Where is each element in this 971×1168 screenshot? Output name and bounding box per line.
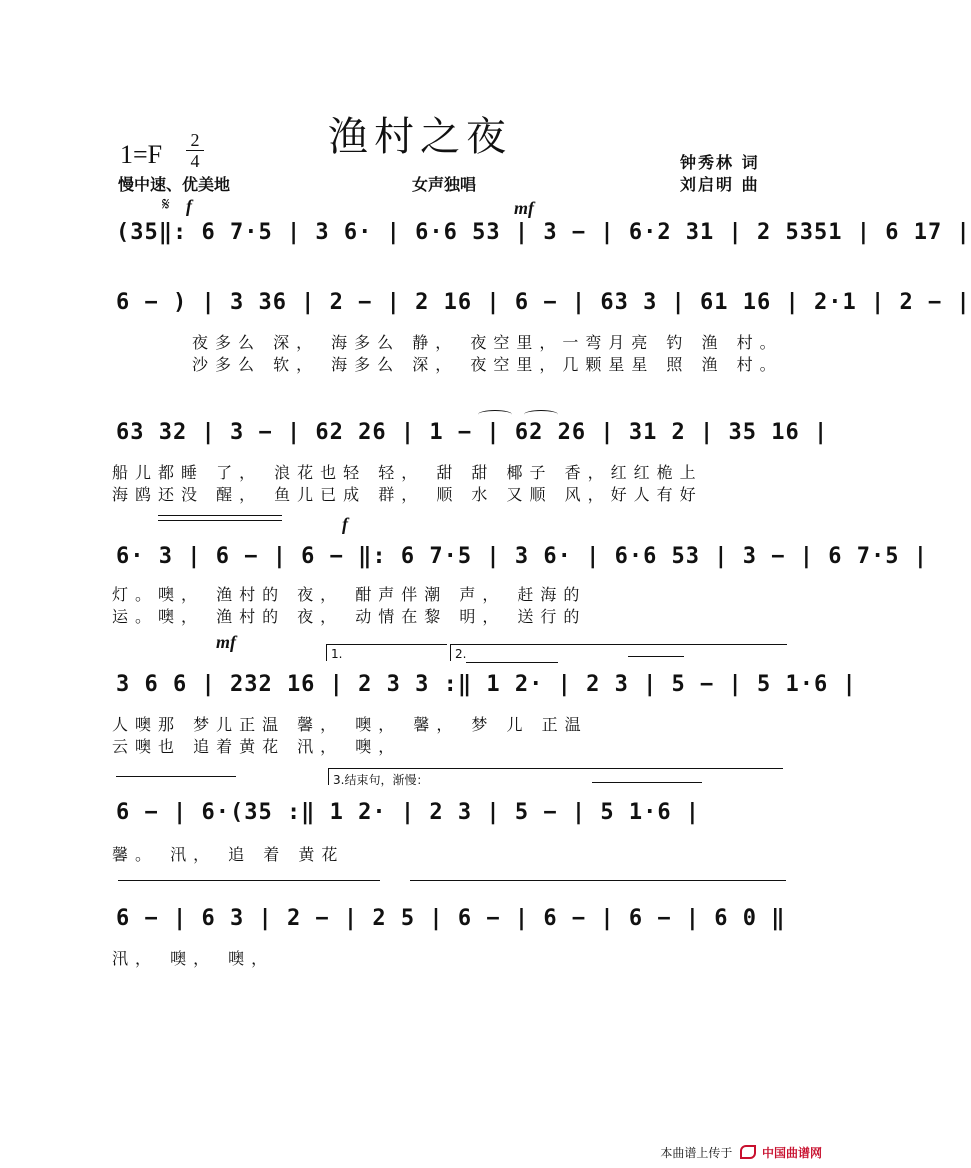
page-title: 渔村之夜 xyxy=(328,114,512,160)
tie-6b xyxy=(592,782,702,787)
tie-5a xyxy=(466,662,558,667)
score-line-3: 63 32 | 3 − | 62 26 | 1 − | 62 26 | 31 2 | 35 16 | xyxy=(116,420,829,445)
dynamic-f-1: f xyxy=(186,196,192,216)
lyric-line-3a: 船儿都睡 了， 浪花也轻 轻， 甜 甜 椰子 香，红红桅上 xyxy=(112,463,703,482)
volta-1: 1. xyxy=(326,644,447,661)
lyric-line-7: 汛， 噢， 噢， xyxy=(112,949,275,968)
slur-3a xyxy=(478,410,512,419)
dynamic-mf-1: mf xyxy=(514,198,534,218)
slur-3b xyxy=(524,410,558,419)
tempo-marking: 慢中速、优美地 xyxy=(118,175,231,194)
score-line-7: 6 − | 6 3 | 2 − | 2 5 | 6 − | 6 − | 6 − | 6 0 ‖ xyxy=(116,906,786,931)
lyric-line-6: 馨。 汛， 追 着 黄花 xyxy=(112,845,345,864)
footer-brand[interactable]: 中国曲谱网 xyxy=(761,1146,822,1160)
tie-6a xyxy=(116,776,236,781)
score-line-5: 3 6 6 | 232 16 | 2 3 3 :‖ 1 2· | 2 3 | 5 − | 5 1·6 | xyxy=(116,672,857,697)
lyric-line-4a: 灯。噢， 渔村的 夜， 酣声伴潮 声， 赶海的 xyxy=(112,585,587,604)
lyric-line-5a: 人噢那 梦儿正温 馨， 噢， 馨， 梦 儿 正温 xyxy=(112,715,588,734)
lyric-line-2a: 夜多么 深， 海多么 静， 夜空里，一弯月亮 钓 渔 村。 xyxy=(192,333,783,352)
score-line-6: 6 − | 6·(35 :‖ 1 2· | 2 3 | 5 − | 5 1·6 | xyxy=(116,800,701,825)
footer-prefix: 本曲谱上传于 xyxy=(660,1146,733,1160)
lyric-line-3b: 海鸥还没 醒， 鱼儿已成 群， 顺 水 又顺 风，好人有好 xyxy=(112,485,703,504)
volta-3: 3.结束句，渐慢： xyxy=(328,768,783,785)
lyricist-credit: 钟秀林 词 xyxy=(680,153,760,172)
key-signature: 1=F xyxy=(120,140,163,169)
dynamic-f-2: f xyxy=(342,514,348,534)
performance-note: 女声独唱 xyxy=(412,175,477,194)
score-line-2: 6 − ) | 3 36 | 2 − | 2 16 | 6 − | 63 3 | 61 16 | 2·1 | 2 − | xyxy=(116,290,971,315)
volta-2: 2. xyxy=(450,644,787,661)
tie-4b xyxy=(158,520,282,525)
lyric-line-2b: 沙多么 软， 海多么 深， 夜空里，几颗星星 照 渔 村。 xyxy=(192,355,783,374)
time-signature-top: 2 xyxy=(190,130,200,150)
tie-7a xyxy=(118,880,380,885)
score-line-4: 6· 3 | 6 − | 6 − ‖: 6 7·5 | 3 6· | 6·6 53 | 3 − | 6 7·5 | xyxy=(116,544,928,569)
footer-credit xyxy=(660,1144,822,1161)
composer-credit: 刘启明 曲 xyxy=(680,175,760,194)
lyric-line-4b: 运。噢， 渔村的 夜， 动情在黎 明， 送行的 xyxy=(112,607,587,626)
time-signature xyxy=(186,130,204,171)
score-line-1: (35‖: 6 7·5 | 3 6· | 6·6 53 | 3 − | 6·2 31 | 2 5351 | 6 17 | xyxy=(116,220,971,245)
time-signature-bottom: 4 xyxy=(190,151,200,171)
lyric-line-5b: 云噢也 追着黄花 汛， 噢， xyxy=(112,737,402,756)
tie-7b xyxy=(410,880,786,885)
site-logo-icon xyxy=(740,1145,756,1159)
tie-5b xyxy=(628,656,684,661)
segno-mark: 𝄋 xyxy=(162,194,170,215)
dynamic-mf-2: mf xyxy=(216,632,236,652)
